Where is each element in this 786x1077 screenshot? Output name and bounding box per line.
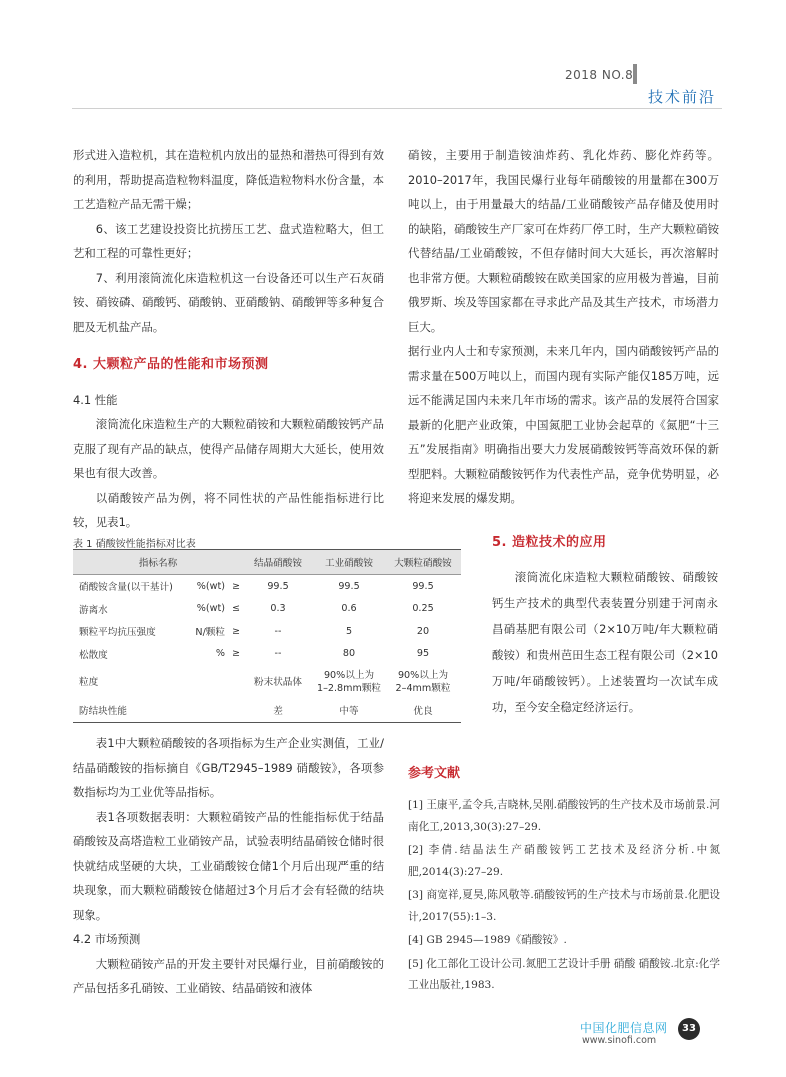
paragraph: 滚筒流化床造粒大颗粒硝酸铵、硝酸铵钙生产技术的典型代表装置分别建于河南永昌硝基肥有限公司（2×10万吨/年大颗粒硝酸铵）和贵州芭田生态工程有限公司（2×10万吨/年硝酸铵钙）。上述装置均一次试车成功，至今安全稳定经济运行。: [492, 570, 718, 714]
table-header-row: [73, 550, 461, 575]
left-column-top: [73, 143, 384, 535]
cell: 80: [342, 648, 356, 660]
cell: 粉末状晶体: [254, 676, 302, 688]
paragraph: 表1各项数据表明：大颗粒硝铵产品的性能指标优于结晶硝酸铵及高塔造粒工业硝铵产品，试验表明结晶硝铵仓储时很快就结成坚硬的大块，工业硝酸铵仓储1个月后出现严重的结块现象，而大颗粒硝酸铵仓储超过3个月后才会有轻微的结块现象。: [73, 809, 384, 922]
cell: 99.5: [338, 580, 360, 592]
section-title: 技术前沿: [648, 88, 717, 106]
cell: 90%以上为 2–4mm颗粒: [395, 670, 451, 694]
references-heading: 参考文献: [408, 766, 461, 781]
page-number: 33: [678, 1018, 700, 1040]
section-5: [492, 535, 718, 720]
subsection-heading-4-2: 4.2 市场预测: [73, 932, 141, 946]
header-rule: [72, 108, 722, 109]
row-unit: N/颗粒: [195, 627, 225, 639]
table-row: [73, 699, 461, 722]
cell: 中等: [313, 699, 385, 722]
table-row: [73, 575, 461, 598]
table-header: 大颗粒硝酸铵: [385, 550, 461, 575]
paragraph: 形式进入造粒机，其在造粒机内放出的显热和潜热可得到有效的利用，帮助提高造粒物料温度，降低造粒物料水份含量，本工艺造粒产品无需干燥；: [73, 148, 384, 211]
cell: --: [274, 648, 282, 660]
row-operator: ≥: [231, 580, 241, 592]
reference-item: [3] 商宽祥,夏昊,陈风敬等.硝酸铵钙的生产技术与市场前景.化肥设计,2017(55):1–3.: [408, 889, 720, 923]
paragraph: 滚筒流化床造粒生产的大颗粒硝铵和大颗粒硝酸铵钙产品克服了现有产品的缺点，使得产品储存周期大大延长，使用效果也有很大改善。: [73, 417, 384, 480]
paragraph: 据行业内人士和专家预测，未来几年内，国内硝酸铵钙产品的需求量在500万吨以上，而国内现有实际产能仅185万吨，远远不能满足国内未来几年市场的需求。该产品的发展符合国家最新的化肥产业政策，中国氮肥工业协会起草的《氮肥“十三五”发展指南》明确指出要大力发展硝酸铵钙等高效环保的新型肥料。大颗粒硝酸铵钙作为代表性产品，竞争优势明显，必将迎来发展的爆发期。: [408, 344, 719, 505]
reference-item: [4] GB 2945—1989《硝酸铵》.: [408, 934, 567, 946]
cell: 95: [416, 648, 430, 660]
cell: 20: [416, 625, 430, 637]
paragraph: 大颗粒硝铵产品的开发主要针对民爆行业，目前硝酸铵的产品包括多孔硝铵、工业硝铵、结晶硝铵和液体: [73, 956, 384, 995]
header-divider: [633, 64, 637, 84]
reference-item: [5] 化工部化工设计公司.氮肥工艺设计手册 硝酸 硝酸铵.北京:化学工业出版社,1983.: [408, 957, 720, 991]
row-name: 粒度: [79, 676, 99, 688]
paragraph: 6、该工艺建设投资比抗捞压工艺、盘式造粒略大，但工艺和工程的可靠性更好；: [73, 221, 384, 260]
reference-item: [1] 王康平,孟令兵,吉晓林,吴刚.硝酸铵钙的生产技术及市场前景.河南化工,2013,30(3):27–29.: [408, 799, 720, 833]
row-operator: ≤: [231, 603, 241, 615]
references-list: [408, 795, 720, 999]
cell: 0.3: [270, 603, 286, 615]
cell: 差: [243, 699, 313, 722]
section-heading-5: 5. 造粒技术的应用: [492, 535, 607, 550]
paragraph: 硝铵，主要用于制造铵油炸药、乳化炸药、膨化炸药等。2010–2017年，我国民爆行业每年硝酸铵的用量都在300万吨以上，由于用量最大的结晶/工业硝酸铵产品存储及使用时的缺陷，硝酸铵生产厂家可在炸药厂停工时，生产大颗粒硝铵代替结晶/工业硝酸铵，不但存储时间大大延长，再次溶解时也非常方便。大颗粒硝酸铵在欧美国家的应用极为普遍，目前俄罗斯、埃及等国家都在寻求此产品及其生产技术，市场潜力巨大。: [408, 148, 719, 334]
row-name: 防结块性能: [73, 699, 243, 722]
row-name: 颗粒平均抗压强度: [79, 627, 156, 639]
cell: --: [274, 625, 282, 637]
row-unit: %(wt): [196, 603, 225, 615]
performance-table: [73, 549, 461, 723]
table-row: [73, 598, 461, 621]
row-unit: %(wt): [196, 580, 225, 592]
cell: 0.25: [412, 603, 434, 615]
cell: 优良: [385, 699, 461, 722]
footer-site-name: 中国化肥信息网: [580, 1021, 668, 1035]
row-name: 硝酸铵含量(以干基计): [79, 582, 173, 594]
paragraph: 以硝酸铵产品为例，将不同性状的产品性能指标进行比较，见表1。: [73, 490, 384, 529]
paragraph: 表1中大颗粒硝酸铵的各项指标为生产企业实测值，工业/结晶硝酸铵的指标摘自《GB/T2945–1989 硝酸铵》，各项参数指标均为工业优等品指标。: [73, 736, 384, 799]
table-header: 指标名称: [73, 550, 243, 575]
table-row: [73, 620, 461, 643]
paragraph: 7、利用滚筒流化床造粒机这一台设备还可以生产石灰硝铵、硝铵磷、硝酸钙、硝酸钠、亚硝酸钠、硝酸钾等多种复合肥及无机盐产品。: [73, 270, 384, 334]
cell: 90%以上为 1–2.8mm颗粒: [316, 670, 382, 694]
cell: 0.6: [341, 603, 357, 615]
table-caption: 表 1 硝酸铵性能指标对比表: [73, 539, 196, 550]
row-operator: ≥: [231, 625, 241, 637]
left-column-bottom: [73, 731, 384, 1001]
cell: 99.5: [412, 580, 434, 592]
cell: 5: [345, 625, 353, 637]
issue-number: 2018 NO.8: [565, 68, 634, 82]
table-header: 工业硝酸铵: [313, 550, 385, 575]
right-column-top: [408, 143, 719, 511]
table-header: 结晶硝酸铵: [243, 550, 313, 575]
footer-url: www.sinofi.com: [582, 1035, 657, 1046]
table-row: [73, 643, 461, 666]
row-unit: %: [215, 648, 225, 660]
reference-item: [2] 李倩.结晶法生产硝酸铵钙工艺技术及经济分析.中氮肥,2014(3):27–29.: [408, 844, 720, 878]
table-row: [73, 665, 461, 699]
row-operator: ≥: [231, 648, 241, 660]
row-name: 松散度: [79, 649, 108, 661]
section-heading-4: 4. 大颗粒产品的性能和市场预测: [73, 357, 269, 372]
cell: 99.5: [267, 580, 289, 592]
subsection-heading-4-1: 4.1 性能: [73, 392, 118, 407]
row-name: 游离水: [79, 604, 108, 616]
